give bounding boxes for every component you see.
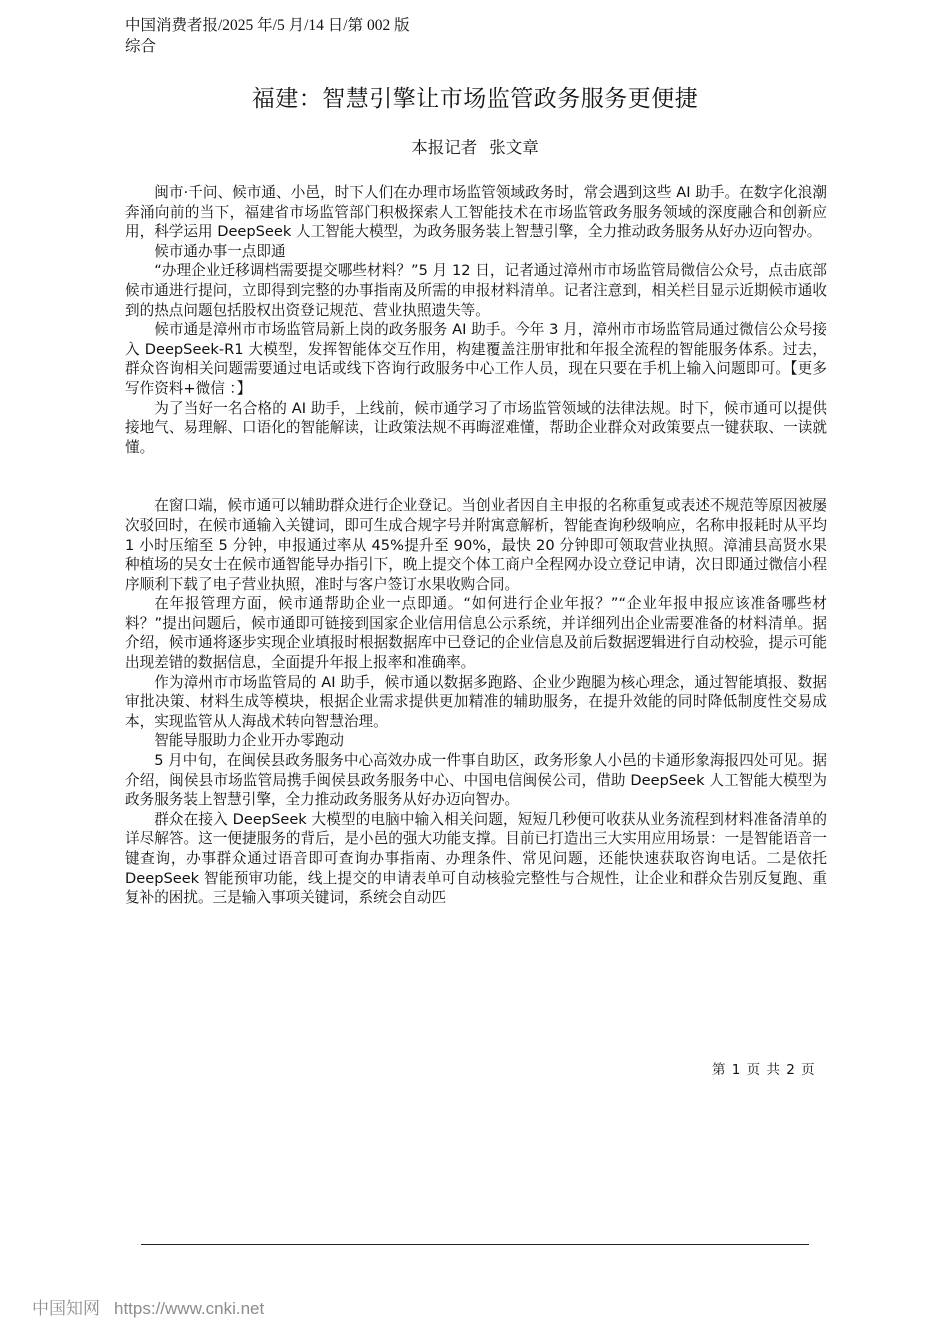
paragraph: 为了当好一名合格的 AI 助手，上线前，候市通学习了市场监管领域的法律法规。时下，候市通可以提供接地气、易理解、口语化的智能解读，让政策法规不再晦涩难懂，帮助企业群众对政策要点一键获取、一读就懂。: [125, 399, 827, 456]
article-title: 福建：智慧引擎让市场监管政务服务更便捷: [251, 86, 699, 112]
watermark-name: 中国知网: [32, 1299, 100, 1319]
paragraph: 5 月中旬，在闽侯县政务服务中心高效办成一件事自助区，政务形象人小邑的卡通形象海报四处可见。据介绍，闽侯县市场监管局携手闽侯县政务服务中心、中国电信闽侯公司，借助 DeepSeek 人工智能大模型为政务服务装上智慧引擎，全力推动政务服务从好办迈向智办。: [125, 752, 827, 809]
section-heading-1: 候市通办事一点即通: [154, 242, 286, 260]
paragraph: 在年报管理方面，候市通帮助企业一点即通。“如何进行企业年报？”“企业年报申报应该准备哪些材料？”提出问题后，候市通即可链接到国家企业信用信息公示系统，并详细列出企业需要准备的材料清单。据介绍，候市通将逐步实现企业填报时根据数据库中已登记的企业信息及前后数据逻辑进行自动校验，提示可能出现差错的数据信息，全面提升年报上报率和准确率。: [125, 595, 827, 672]
footer-divider: [141, 1244, 809, 1245]
article-body: [125, 183, 827, 908]
cnki-watermark: [32, 1294, 264, 1319]
byline-role: 本报记者: [411, 138, 478, 157]
publication-source: 中国消费者报/2025 年/5 月/14 日/第 002 版综合: [125, 17, 410, 55]
section-heading-2: 智能导服助力企业开办零跑动: [154, 732, 344, 750]
watermark-url[interactable]: https://www.cnki.net: [114, 1299, 265, 1318]
byline: [0, 136, 950, 160]
paragraph: 候市通是漳州市市场监管局新上岗的政务服务 AI 助手。今年 3 月，漳州市市场监管局通过微信公众号接入 DeepSeek-R1 大模型，发挥智能体交互作用，构建覆盖注册审批和年报全流程的智能服务体系。过去，群众咨询相关问题需要通过电话或线下咨询行政服务中心工作人员，现在只要在手机上输入问题即可。【更多写作资料+微信 ：】: [125, 321, 827, 397]
paragraph: “办理企业迁移调档需要提交哪些材料？”5 月 12 日，记者通过漳州市市场监管局微信公众号，点击底部候市通进行提问，立即得到完整的办事指南及所需的申报材料清单。记者注意到，相关栏目显示近期候市通收到的热点问题包括股权出资登记规范、营业执照遗失等。: [125, 262, 827, 319]
byline-author: 张文章: [489, 138, 539, 157]
paragraph: 在窗口端，候市通可以辅助群众进行企业登记。当创业者因自主申报的名称重复或表述不规范等原因被屡次驳回时，在候市通输入关键词，即可生成合规字号并附寓意解析，智能查询秒级响应，名称申报耗时从平均 1 小时压缩至 5 分钟，申报通过率从 45%提升至 90%，最快 20 分钟即可领取营业执照。漳浦县高贤水果种植场的吴女士在候市通智能导办指引下，晚上提交个体工商户全程网办设立登记申请，次日即通过微信小程序顺利下载了电子营业执照，准时与客户签订水果收购合同。: [125, 497, 827, 593]
paragraph: 作为漳州市市场监管局的 AI 助手，候市通以数据多跑路、企业少跑腿为核心理念，通过智能填报、数据审批决策、材料生成等模块，根据企业需求提供更加精准的辅助服务，在提升效能的同时降低制度性交易成本，实现监管从人海战术转向智慧治理。: [125, 673, 827, 730]
paragraph: 群众在接入 DeepSeek 大模型的电脑中输入相关问题，短短几秒便可收获从业务流程到材料准备清单的详尽解答。这一便捷服务的背后，是小邑的强大功能支撑。目前已打造出三大实用应用场景：一是智能语音一键查询，办事群众通过语音即可查询办事指南、办理条件、常见问题，还能快速获取咨询电话。二是依托 DeepSeek 智能预审功能，线上提交的申请表单可自动核验完整性与合规性，让企业和群众告别反复跑、重复补的困扰。三是输入事项关键词，系统会自动匹: [125, 810, 827, 907]
paragraph-intro: 闽市·千问、候市通、小邑，时下人们在办理市场监管领域政务时，常会遇到这些 AI 助手。在数字化浪潮奔涌向前的当下，福建省市场监管部门积极探索人工智能技术在市场监管政务服务领域的深度融合和创新应用，科学运用 DeepSeek 人工智能大模型，为政务服务装上智慧引擎，全力推动政务服务从好办迈向智办。: [125, 184, 827, 241]
page-indicator: 第 1 页 共 2 页: [712, 1062, 816, 1078]
